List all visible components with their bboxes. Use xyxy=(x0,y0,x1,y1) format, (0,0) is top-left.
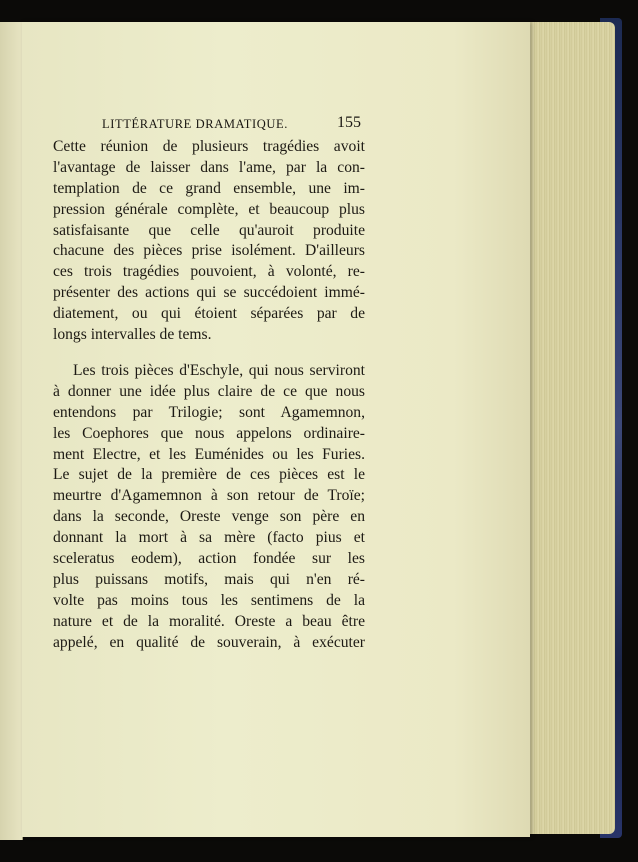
text-line: donnant la mort à sa mère (facto pius et xyxy=(53,529,365,547)
text-line: Les trois pièces d'Eschyle, qui nous serviront xyxy=(73,362,365,379)
text-line: pression générale complète, et beaucoup plus xyxy=(53,200,365,218)
text-line: à donner une idée plus claire de ce que nous xyxy=(53,382,365,400)
text-line: appelé, en qualité de souverain, à exécuter xyxy=(53,633,365,651)
book-page xyxy=(22,22,530,837)
paragraph-2 xyxy=(53,361,365,653)
text-line: Cette réunion de plusieurs tragédies avoit xyxy=(53,138,365,155)
paragraph-1 xyxy=(53,137,365,346)
text-line: longs intervalles de tems. xyxy=(53,326,212,344)
running-head: LITTÉRATURE DRAMATIQUE. xyxy=(102,117,289,131)
text-line: plus puissans motifs, mais qui n'en ré- xyxy=(53,570,365,588)
text-line: les Coephores que nous appelons ordinaire- xyxy=(53,424,365,442)
text-line: présenter des actions qui se succédoient immé- xyxy=(53,284,365,302)
text-line: diatement, ou qui étoient séparées par de xyxy=(53,305,365,323)
text-line: Le sujet de la première de ces pièces est le xyxy=(53,466,365,484)
page-number: 155 xyxy=(337,114,361,131)
text-line: entendons par Trilogie; sont Agamemnon, xyxy=(53,403,365,421)
facing-page-edge xyxy=(0,22,23,840)
text-line: ces trois tragédies pouvoient, à volonté, re- xyxy=(53,263,365,281)
text-line: chacune des pièces prise isolément. D'ailleurs xyxy=(53,242,365,260)
text-line: sceleratus eodem), action fondée sur les xyxy=(53,550,365,568)
text-line: l'avantage de laisser dans l'ame, par la con- xyxy=(53,158,365,176)
text-line: templation de ce grand ensemble, une im- xyxy=(53,179,365,197)
text-line: satisfaisante que celle qu'auroit produite xyxy=(53,221,365,239)
text-line: volte pas moins tous les sentimens de la xyxy=(53,591,365,609)
text-line: ment Electre, et les Euménides ou les Furies. xyxy=(53,445,365,463)
text-line: meurtre d'Agamemnon à son retour de Troïe; xyxy=(53,487,365,505)
text-line: dans la seconde, Oreste venge son père en xyxy=(53,508,365,526)
text-line: nature et de la moralité. Oreste a beau être xyxy=(53,612,365,630)
